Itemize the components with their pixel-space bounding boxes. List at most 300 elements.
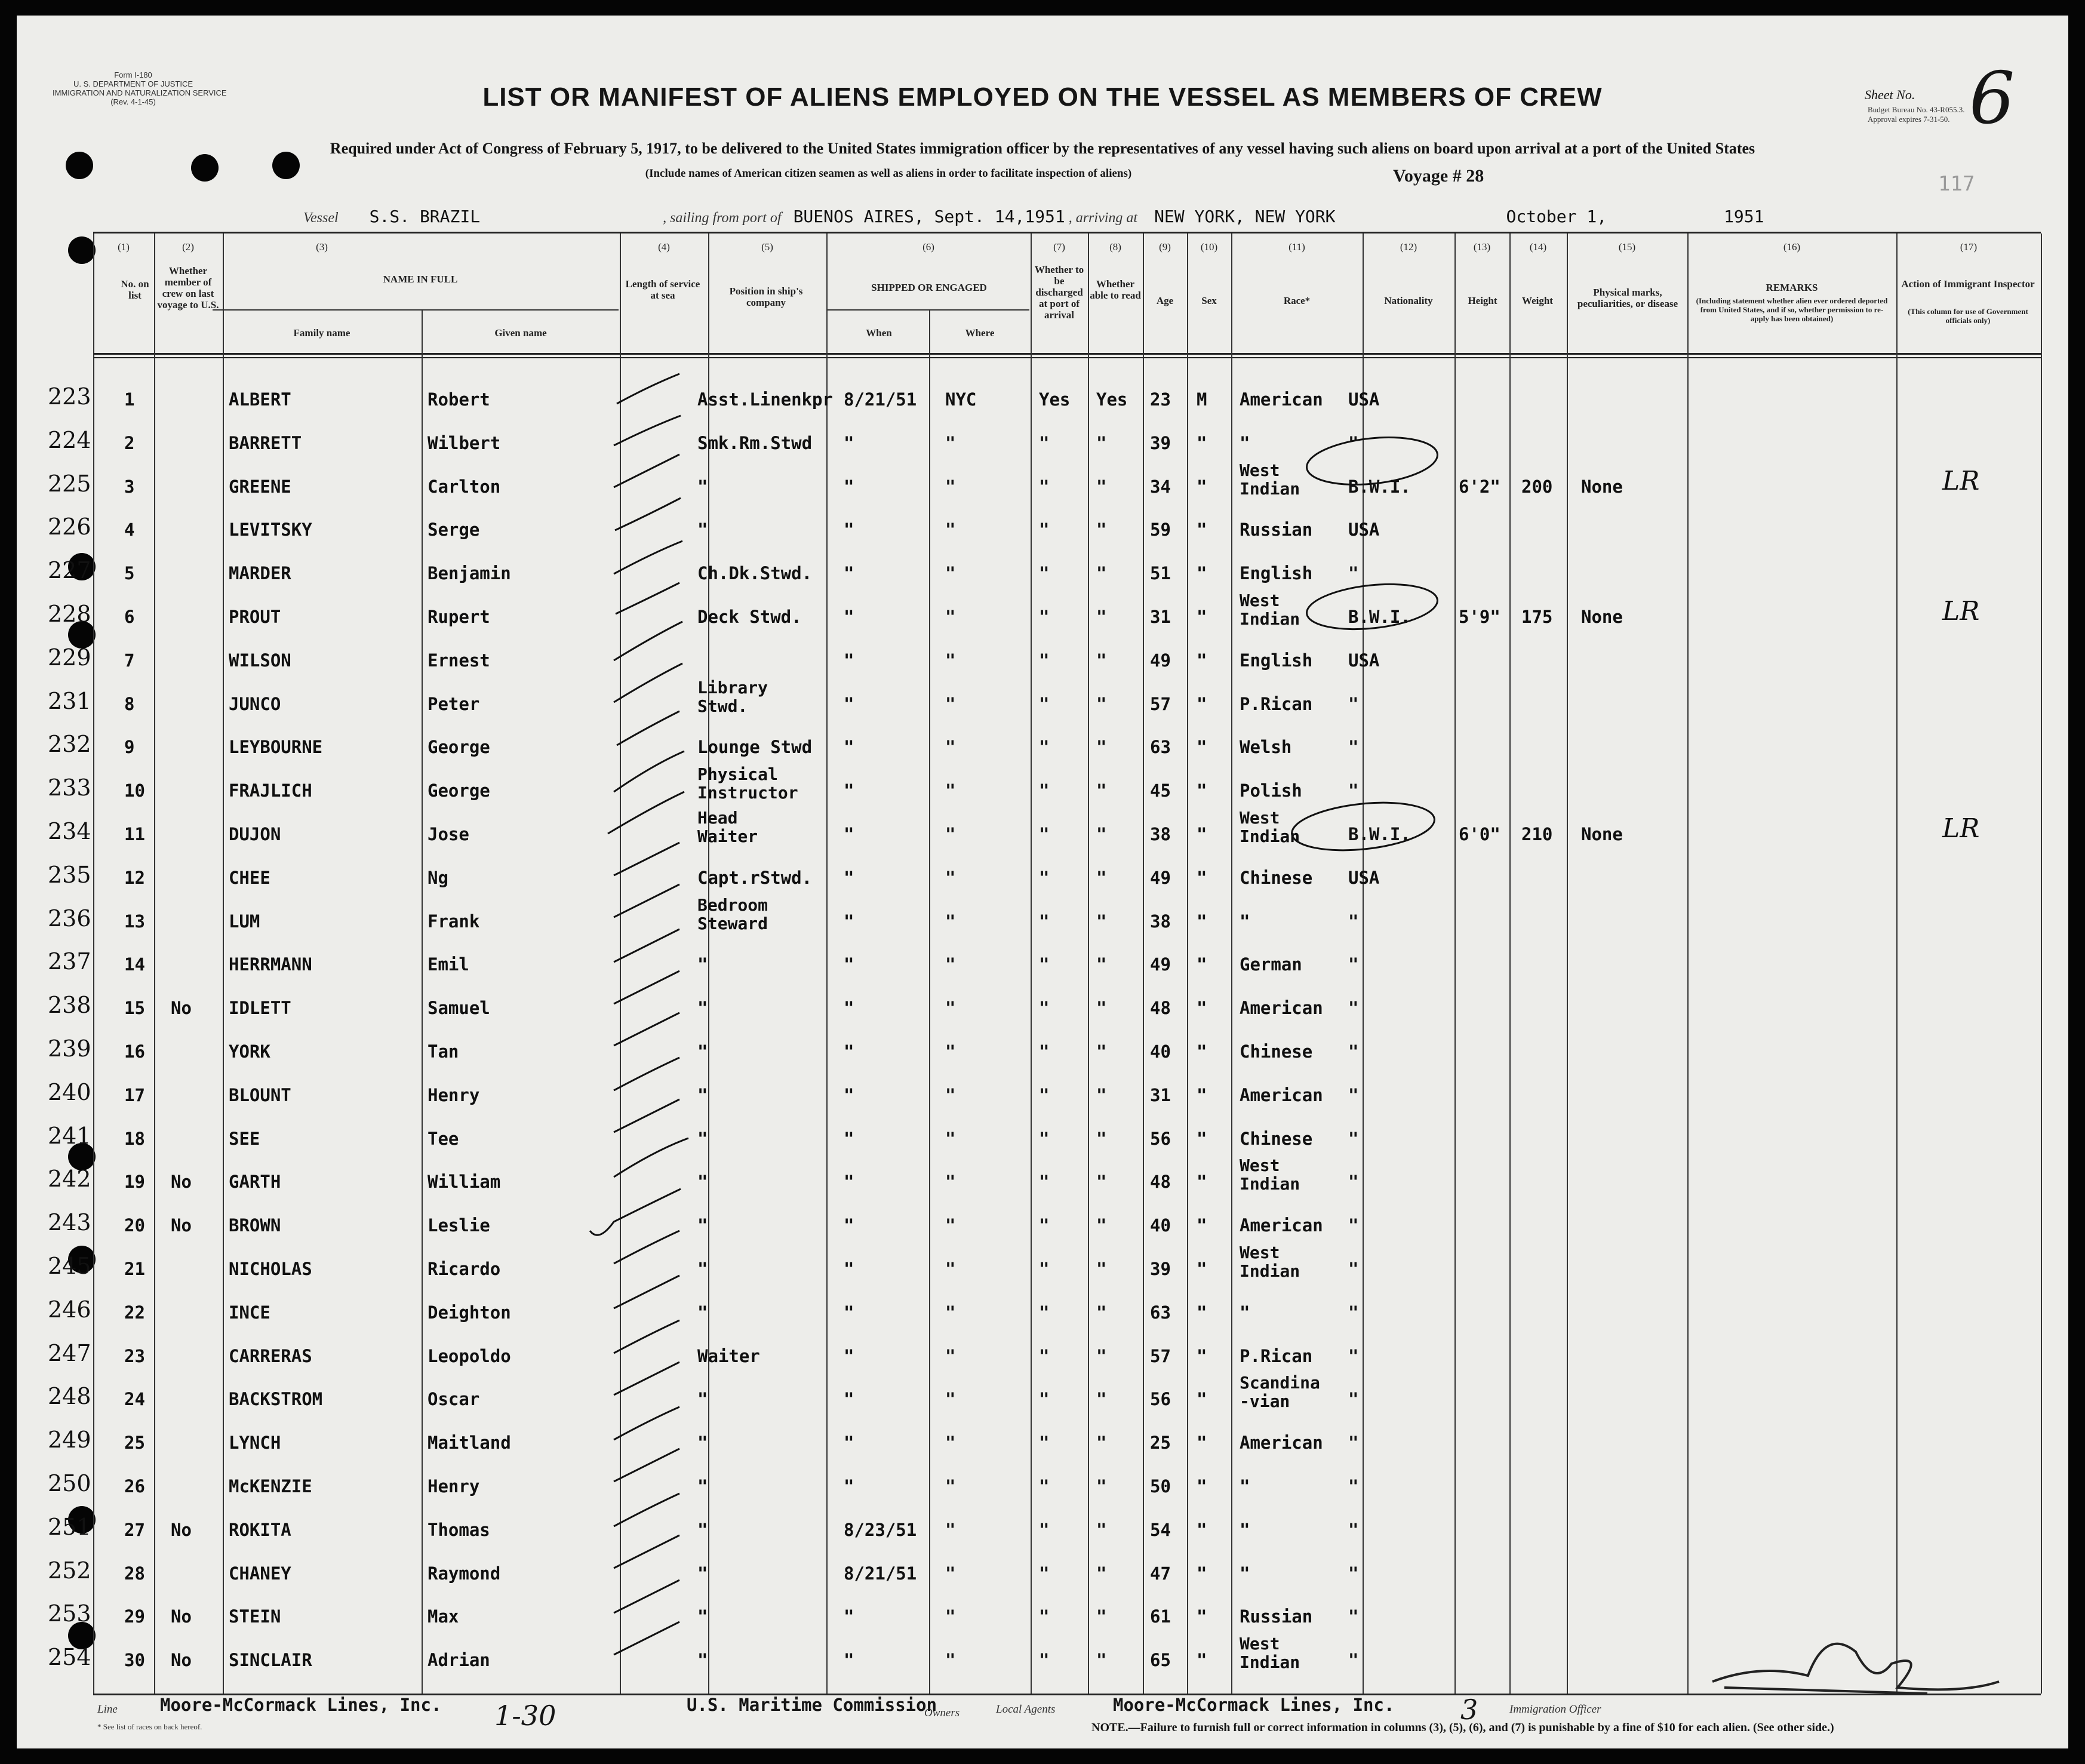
read-cell: " [1096,693,1107,714]
shipped-when-cell: " [844,563,854,584]
inspector-action-cell: LR [1942,813,1980,844]
shipped-when-cell: " [844,824,854,844]
column-number: (7) [1053,241,1065,253]
position-cell: " [697,1476,708,1496]
position-cell: Deck Stwd. [697,607,802,627]
shipped-where-cell: " [945,867,956,888]
shipped-where-cell: " [945,1172,956,1193]
sex-cell: " [1197,1563,1207,1584]
column-header: Whether member of crew on last voyage to U.S. [157,265,219,311]
discharged-cell: " [1039,520,1050,540]
sex-cell: " [1197,1476,1207,1496]
race-cell: Russian [1240,1606,1313,1627]
row-number: 6 [124,607,135,627]
arriving-label: , arriving at [1068,210,1138,226]
race-cell: West Indian [1240,591,1300,629]
signature [1712,1644,1999,1694]
given-name-cell: Benjamin [428,563,511,584]
row-number: 17 [124,1084,145,1105]
shipped-when-cell: 8/21/51 [844,1563,917,1584]
column-number: (11) [1288,241,1305,253]
race-cell: West Indian [1240,1634,1300,1673]
handwritten-list-number: 225 [48,470,91,497]
family-name-cell: BACKSTROM [229,1389,323,1410]
shipped-where-cell: " [945,1476,956,1496]
age-cell: 45 [1150,780,1171,801]
position-cell: Smk.Rm.Stwd [697,432,813,453]
handwritten-list-number: 243 [48,1209,91,1236]
race-cell: German [1240,954,1302,975]
read-cell: " [1096,476,1107,497]
row-number: 11 [124,824,145,844]
read-cell: " [1096,1389,1107,1410]
race-cell: Polish [1240,780,1302,801]
family-name-cell: LEVITSKY [229,520,312,540]
handwritten-list-number: 251 [48,1513,91,1540]
read-cell: " [1096,911,1107,932]
race-cell: West Indian [1240,1155,1300,1194]
read-cell: " [1096,1476,1107,1496]
row-number: 5 [124,563,135,584]
shipped-when-cell: " [844,607,854,627]
shipped-where-cell: " [945,476,956,497]
shipped-where-cell: " [945,693,956,714]
position-cell: " [697,1172,708,1193]
handwritten-list-number: 245 [48,1253,91,1279]
sheet-label: Sheet No. [1865,87,1915,102]
given-name-cell: Emil [428,954,469,975]
shipped-when-cell: " [844,476,854,497]
age-cell: 51 [1150,563,1171,584]
vessel-name: S.S. BRAZIL [369,207,481,226]
nationality-cell: " [1348,1433,1359,1453]
race-cell: American [1240,389,1323,410]
page-title: LIST OR MANIFEST OF ALIENS EMPLOYED ON THE VESSEL AS MEMBERS OF CREW [482,82,1603,112]
sex-cell: " [1197,737,1207,758]
race-cell: English [1240,563,1313,584]
row-number: 4 [124,520,135,540]
position-cell: Physical Instructor [697,764,798,803]
line-label: Line [97,1703,118,1716]
age-cell: 40 [1150,1041,1171,1062]
discharged-cell: " [1039,432,1050,453]
column-header: REMARKS [1766,282,1818,293]
shipped-where-cell: " [945,1345,956,1366]
given-name-cell: Leopoldo [428,1345,511,1366]
line-value: Moore-McCormack Lines, Inc. [160,1695,442,1715]
row-number: 21 [124,1259,145,1279]
given-name-cell: Henry [428,1084,480,1105]
sex-cell: " [1197,520,1207,540]
age-cell: 49 [1150,650,1171,671]
nationality-cell: " [1348,1563,1359,1584]
age-cell: 49 [1150,954,1171,975]
weight-cell: 175 [1521,607,1553,627]
sex-cell: " [1197,1128,1207,1149]
family-name-cell: BROWN [229,1215,281,1236]
sex-cell: " [1197,780,1207,801]
given-name-cell: Adrian [428,1650,490,1671]
last-voyage-cell: No [171,998,192,1019]
row-number: 7 [124,650,135,671]
position-cell: " [697,998,708,1019]
column-header: Whether able to read [1090,278,1141,301]
shipped-when-cell: " [844,1650,854,1671]
handwritten-list-number: 253 [48,1600,91,1627]
row-number: 15 [124,998,145,1019]
read-cell: " [1096,1650,1107,1671]
given-name-cell: Thomas [428,1519,490,1540]
column-header: No. on list [121,278,149,301]
family-name-cell: DUJON [229,824,281,844]
given-name-cell: Raymond [428,1563,501,1584]
stamp-number: 117 [1938,172,1975,196]
read-cell: " [1096,1563,1107,1584]
age-cell: 31 [1150,607,1171,627]
given-name-cell: Ng [428,867,448,888]
row-number: 12 [124,867,145,888]
sex-cell: " [1197,1041,1207,1062]
nationality-cell: " [1348,1259,1359,1279]
column-subheader: When [866,327,892,339]
position-cell: " [697,1215,708,1236]
shipped-when-cell: " [844,954,854,975]
column-number: (6) [922,241,934,253]
nationality-cell: " [1348,737,1359,758]
sex-cell: " [1197,1259,1207,1279]
race-cell: " [1240,1302,1250,1323]
physical-marks-cell: None [1581,824,1623,844]
read-cell: " [1096,1259,1107,1279]
age-cell: 57 [1150,693,1171,714]
row-number: 18 [124,1128,145,1149]
given-name-cell: Tee [428,1128,459,1149]
row-number: 23 [124,1345,145,1366]
shipped-when-cell: " [844,1606,854,1627]
family-name-cell: INCE [229,1302,270,1323]
age-cell: 34 [1150,476,1171,497]
manifest-page [17,16,2068,1748]
read-cell: " [1096,1128,1107,1149]
column-subheader: Where [965,327,995,339]
position-cell: Capt.rStwd. [697,867,813,888]
handwritten-list-number: 234 [48,818,91,844]
handwritten-list-number: 231 [48,687,91,714]
row-number: 28 [124,1563,145,1584]
handwritten-list-number: 240 [48,1078,91,1105]
given-name-cell: Ricardo [428,1259,501,1279]
family-name-cell: JUNCO [229,693,281,714]
age-cell: 57 [1150,1345,1171,1366]
read-cell: " [1096,1084,1107,1105]
given-name-cell: Jose [428,824,469,844]
shipped-when-cell: " [844,737,854,758]
family-name-cell: WILSON [229,650,291,671]
discharged-cell: " [1039,1128,1050,1149]
age-cell: 50 [1150,1476,1171,1496]
race-cell: Chinese [1240,867,1313,888]
arrival-year: 1951 [1724,207,1764,226]
column-number: (1) [118,241,130,253]
agents-value: Moore-McCormack Lines, Inc. [1113,1695,1395,1715]
read-cell: " [1096,954,1107,975]
discharged-cell: " [1039,1259,1050,1279]
sex-cell: " [1197,1433,1207,1453]
discharged-cell: " [1039,911,1050,932]
position-cell: Ch.Dk.Stwd. [697,563,813,584]
handwritten-list-number: 238 [48,992,91,1019]
shipped-where-cell: " [945,1302,956,1323]
row-number: 16 [124,1041,145,1062]
discharged-cell: " [1039,954,1050,975]
column-header: NAME IN FULL [383,273,458,285]
include-note: (Include names of American citizen seamen as well as aliens in order to facilitate inspection of aliens) [645,167,1132,180]
read-cell: " [1096,1215,1107,1236]
handwritten-list-number: 247 [48,1339,91,1366]
nationality-cell: B.W.I. [1348,476,1411,497]
handwritten-list-number: 237 [48,948,91,975]
handwritten-list-number: 235 [48,861,91,888]
column-number: (4) [658,241,670,253]
sex-cell: " [1197,911,1207,932]
age-cell: 49 [1150,867,1171,888]
age-cell: 38 [1150,824,1171,844]
discharged-cell: " [1039,1563,1050,1584]
shipped-where-cell: " [945,1606,956,1627]
position-cell: " [697,1606,708,1627]
position-cell: " [697,1084,708,1105]
family-name-cell: PROUT [229,607,281,627]
age-cell: 63 [1150,737,1171,758]
shipped-when-cell: 8/23/51 [844,1519,917,1540]
row-number: 10 [124,780,145,801]
nationality-cell: " [1348,1650,1359,1671]
sex-cell: " [1197,1172,1207,1193]
column-number: (10) [1200,241,1218,253]
family-name-cell: IDLETT [229,998,291,1019]
family-name-cell: FRAJLICH [229,780,312,801]
handwritten-list-number: 248 [48,1383,91,1410]
discharged-cell: " [1039,1215,1050,1236]
discharged-cell: " [1039,867,1050,888]
position-cell: " [697,1041,708,1062]
nationality-cell: " [1348,1302,1359,1323]
read-cell: " [1096,1433,1107,1453]
discharged-cell: " [1039,1302,1050,1323]
sex-cell: " [1197,1084,1207,1105]
given-name-cell: Carlton [428,476,501,497]
nationality-cell: " [1348,563,1359,584]
sex-cell: M [1197,389,1207,410]
nationality-cell: " [1348,911,1359,932]
race-cell: American [1240,1433,1323,1453]
shipped-where-cell: " [945,954,956,975]
shipped-where-cell: " [945,650,956,671]
shipped-where-cell: " [945,1128,956,1149]
handwritten-list-number: 236 [48,905,91,932]
shipped-where-cell: " [945,1259,956,1279]
discharged-cell: " [1039,1433,1050,1453]
shipped-when-cell: " [844,1215,854,1236]
position-cell: " [697,1389,708,1410]
position-cell: " [697,1302,708,1323]
read-cell: " [1096,1172,1107,1193]
age-cell: 31 [1150,1084,1171,1105]
position-cell: " [697,1650,708,1671]
shipped-where-cell: " [945,1041,956,1062]
discharged-cell: " [1039,1606,1050,1627]
column-number: (15) [1618,241,1636,253]
row-number: 25 [124,1433,145,1453]
inspector-action-cell: LR [1942,596,1980,626]
row-number: 8 [124,693,135,714]
last-voyage-cell: No [171,1215,192,1236]
discharged-cell: " [1039,1519,1050,1540]
nationality-cell: " [1348,998,1359,1019]
position-cell: Library Stwd. [697,677,768,716]
handwritten-list-number: 233 [48,775,91,801]
row-number: 9 [124,737,135,758]
nationality-cell: B.W.I. [1348,607,1411,627]
column-number: (3) [316,241,328,253]
age-cell: 48 [1150,1172,1171,1193]
sex-cell: " [1197,998,1207,1019]
age-cell: 40 [1150,1215,1171,1236]
shipped-when-cell: 8/21/51 [844,389,917,410]
vessel-label: Vessel [303,210,339,226]
position-cell: " [697,1128,708,1149]
read-cell: " [1096,1345,1107,1366]
shipped-when-cell: " [844,1476,854,1496]
voyage-number: Voyage # 28 [1393,166,1484,186]
family-name-cell: CHEE [229,867,270,888]
column-subheader: Given name [494,327,547,339]
discharged-cell: " [1039,1389,1050,1410]
family-name-cell: BARRETT [229,432,302,453]
shipped-where-cell: " [945,1084,956,1105]
sex-cell: " [1197,563,1207,584]
nationality-cell: " [1348,693,1359,714]
row-number: 22 [124,1302,145,1323]
column-header: Action of Immigrant Inspector [1901,278,2035,290]
nationality-cell: USA [1348,867,1380,888]
shipped-when-cell: " [844,1345,854,1366]
race-cell: " [1240,432,1250,453]
handwritten-three: 3 [1460,1694,1478,1726]
discharged-cell: " [1039,693,1050,714]
family-name-cell: GARTH [229,1172,281,1193]
budget-line: Approval expires 7-31-50. [1868,115,1950,124]
handwritten-list-number: 227 [48,557,91,584]
discharged-cell: " [1039,780,1050,801]
handwritten-list-number: 250 [48,1470,91,1496]
nationality-cell: " [1348,780,1359,801]
handwritten-list-number: 223 [48,383,91,410]
sex-cell: " [1197,1215,1207,1236]
column-number: (13) [1473,241,1491,253]
race-cell: " [1240,1519,1250,1540]
discharged-cell: " [1039,1041,1050,1062]
race-cell: P.Rican [1240,693,1313,714]
sex-cell: " [1197,1650,1207,1671]
shipped-when-cell: " [844,1128,854,1149]
sex-cell: " [1197,1519,1207,1540]
race-cell: " [1240,1476,1250,1496]
nationality-cell: " [1348,1476,1359,1496]
shipped-where-cell: " [945,432,956,453]
age-cell: 56 [1150,1128,1171,1149]
agents-label: Local Agents [996,1703,1056,1716]
nationality-cell: " [1348,1128,1359,1149]
shipped-where-cell: " [945,780,956,801]
family-name-cell: NICHOLAS [229,1259,312,1279]
family-name-cell: ROKITA [229,1519,291,1540]
read-cell: " [1096,607,1107,627]
column-number: (16) [1783,241,1801,253]
nationality-cell: " [1348,432,1359,453]
family-name-cell: McKENZIE [229,1476,312,1496]
discharged-cell: " [1039,998,1050,1019]
shipped-when-cell: " [844,650,854,671]
family-name-cell: SEE [229,1128,260,1149]
sex-cell: " [1197,1345,1207,1366]
penalty-note: NOTE.—Failure to furnish full or correct information in columns (3), (5), (6), and (7) is punishable by a fine of $10 for each alien. (See other side.) [1091,1721,1834,1734]
sex-cell: " [1197,824,1207,844]
nationality-cell: USA [1348,389,1380,410]
last-voyage-cell: No [171,1606,192,1627]
row-number: 1 [124,389,135,410]
handwritten-list-number: 226 [48,514,91,540]
race-cell: American [1240,998,1323,1019]
nationality-circles [1290,432,1440,857]
races-note: * See list of races on back hereof. [97,1722,202,1731]
required-statement: Required under Act of Congress of February 5, 1917, to be delivered to the United States immigration officer by the representatives of any vessel having such aliens on board upon arrival at a port of the United States [330,140,1755,157]
race-cell: West Indian [1240,1243,1300,1281]
discharged-cell: " [1039,824,1050,844]
position-cell: " [697,1519,708,1540]
nationality-cell: " [1348,1172,1359,1193]
officer-label: Immigration Officer [1509,1703,1601,1716]
family-name-cell: SINCLAIR [229,1650,312,1671]
given-name-cell: Peter [428,693,480,714]
race-cell: " [1240,911,1250,932]
budget-line: Budget Bureau No. 43-R055.3. [1868,105,1965,114]
shipped-where-cell: " [945,1433,956,1453]
row-number: 19 [124,1172,145,1193]
shipped-when-cell: " [844,520,854,540]
weight-cell: 200 [1521,476,1553,497]
arrival-port: NEW YORK, NEW YORK [1154,207,1336,226]
discharged-cell: " [1039,1650,1050,1671]
race-cell: Chinese [1240,1128,1313,1149]
column-header: Race* [1283,295,1311,306]
given-name-cell: Henry [428,1476,480,1496]
discharged-cell: " [1039,650,1050,671]
family-name-cell: MARDER [229,563,291,584]
given-name-cell: Leslie [428,1215,490,1236]
family-name-cell: ALBERT [229,389,291,410]
position-cell: " [697,520,708,540]
owners-value: U.S. Maritime Commission [687,1695,937,1715]
shipped-when-cell: " [844,1084,854,1105]
read-cell: " [1096,780,1107,801]
column-number: (2) [182,241,194,253]
position-cell: " [697,1433,708,1453]
column-number: (12) [1400,241,1417,253]
given-name-cell: Rupert [428,607,490,627]
shipped-where-cell: " [945,520,956,540]
nationality-cell: " [1348,1389,1359,1410]
